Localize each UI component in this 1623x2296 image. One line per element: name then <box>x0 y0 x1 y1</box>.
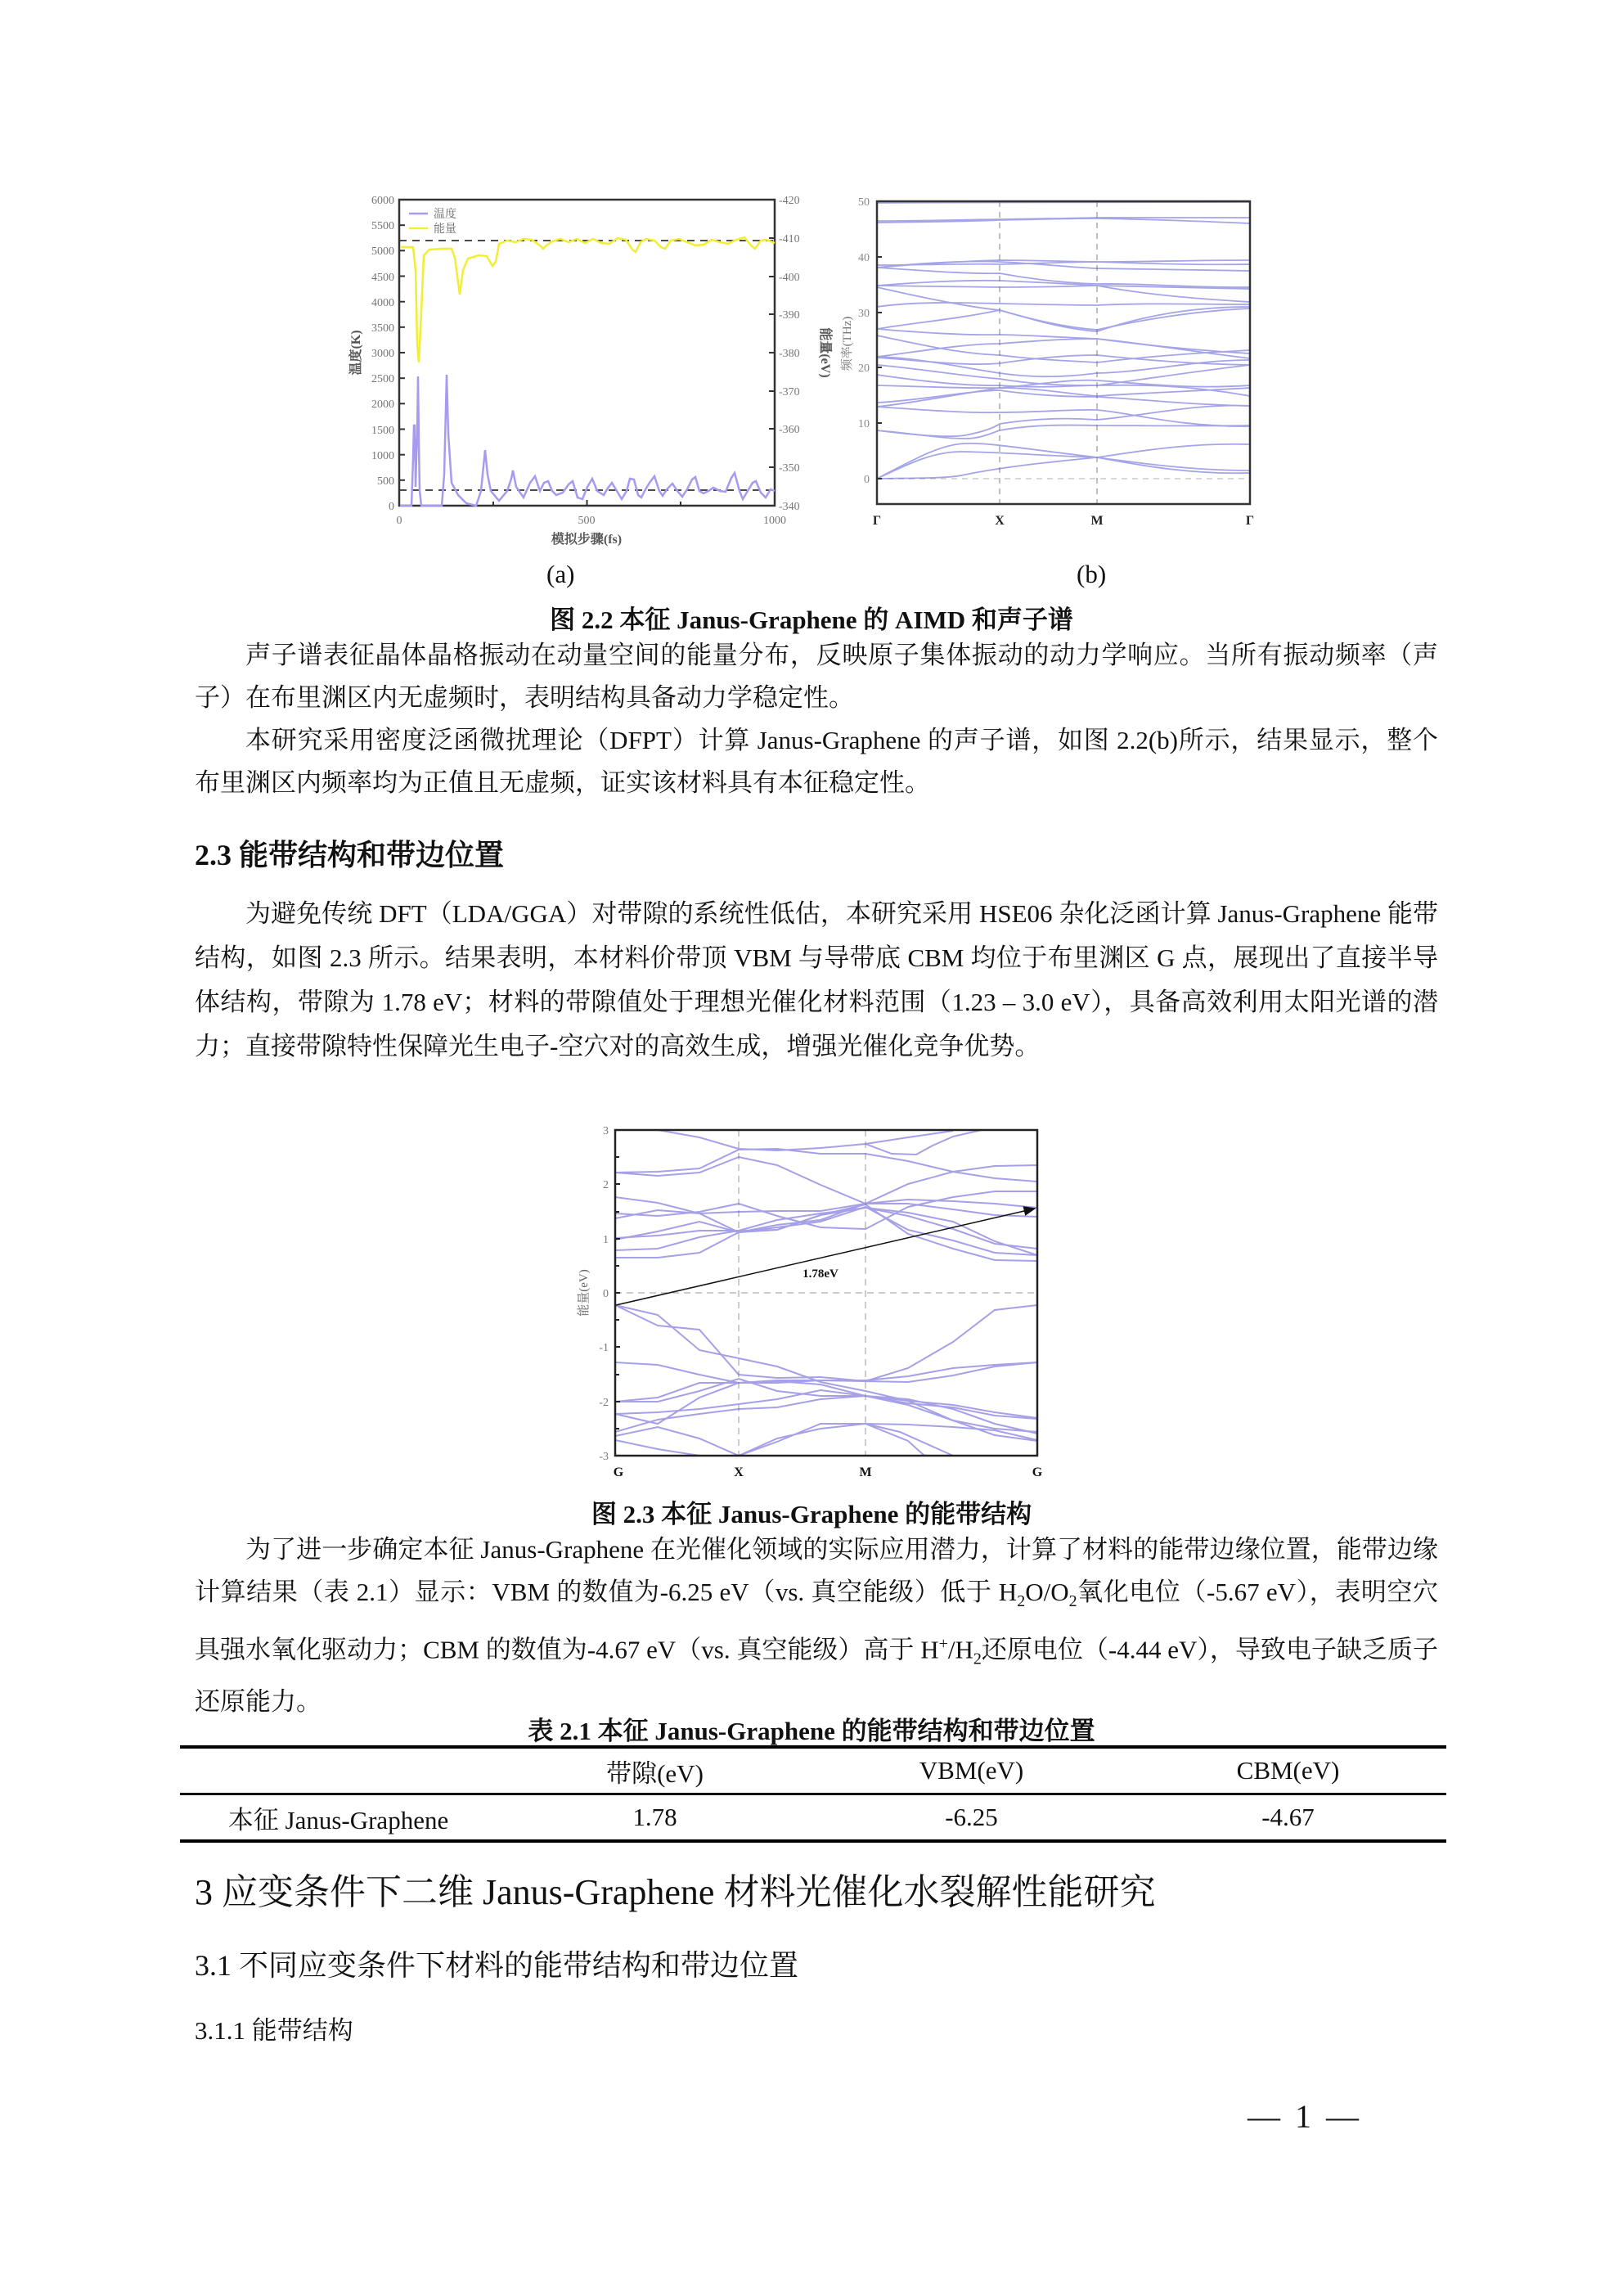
svg-text:温度(K): 温度(K) <box>349 330 363 376</box>
bandgap-arrow <box>616 1209 1035 1305</box>
section-3-1-heading: 3.1 不同应变条件下材料的能带结构和带边位置 <box>195 1949 799 1982</box>
svg-text:-370: -370 <box>779 386 800 398</box>
svg-text:-380: -380 <box>779 348 800 360</box>
svg-text:-390: -390 <box>779 309 800 322</box>
table-cell-cbm: -4.67 <box>1261 1803 1315 1831</box>
svg-text:-420: -420 <box>779 195 800 207</box>
paragraph-phonon-2: 本研究采用密度泛函微扰理论（DFPT）计算 Janus-Graphene 的声子谱，如图 2.2(b)所示，结果显示，整个布里渊区内频率均为正值且无虚频，证实该材料具有本征稳定性。 <box>195 726 1438 797</box>
svg-text:0: 0 <box>396 515 402 527</box>
svg-text:500: 500 <box>377 475 394 488</box>
svg-text:2500: 2500 <box>371 373 394 385</box>
paragraph-band-structure: 为避免传统 DFT（LDA/GGA）对带隙的系统性低估，本研究采用 HSE06 杂化泛函计算 Janus-Graphene 能带结构，如图 2.3 所示。结果表明，本材料价带顶 VBM 与导带底 CBM 均位于布里渊区 G 点，展现出了直接半导体结构，带隙为 1.78 eV；材料的带隙值处于理想光催化材料范围（1.23 – 3.0 eV），具备高效利用太阳光谱的潜力；直接带隙特性保障光生电子-空穴对的高效生成，增强光催化竞争优势。 <box>195 899 1438 1060</box>
chart-aimd <box>344 184 834 552</box>
subscript: 2 <box>973 1650 982 1668</box>
svg-text:0: 0 <box>389 501 394 513</box>
svg-text:1000: 1000 <box>371 450 394 462</box>
paragraph-phonon-1: 声子谱表征晶体晶格振动在动量空间的能量分布，反映原子集体振动的动力学响应。当所有振动频率（声子）在布里渊区内无虚频时，表明结构具备动力学稳定性。 <box>195 641 1438 712</box>
band-edge-text-2: O/O <box>1025 1578 1069 1606</box>
svg-text:1500: 1500 <box>371 425 394 437</box>
svg-text:Γ: Γ <box>872 514 882 528</box>
band-edge-text-3: 氧化电位（-5.67 eV），表明空穴具强水氧化驱动力；CBM 的数值为-4.67 eV（vs. 真空能级）高于 H <box>195 1578 1439 1664</box>
svg-text:-360: -360 <box>779 424 800 436</box>
svg-text:2: 2 <box>603 1179 609 1191</box>
band-edge-table <box>180 1745 1446 1843</box>
svg-text:3: 3 <box>603 1125 609 1137</box>
subscript: 2 <box>1068 1592 1077 1611</box>
svg-text:G: G <box>613 1465 624 1479</box>
svg-text:G: G <box>1032 1465 1043 1479</box>
svg-text:10: 10 <box>858 418 870 430</box>
table-cell-bandgap: 1.78 <box>632 1803 677 1831</box>
figure-2-2b-label: (b) <box>1077 560 1107 588</box>
chart-phonon-spectrum <box>834 184 1293 544</box>
svg-text:2000: 2000 <box>371 398 394 411</box>
svg-text:-350: -350 <box>779 462 800 475</box>
svg-text:1000: 1000 <box>763 515 786 527</box>
svg-text:6000: 6000 <box>371 195 394 207</box>
svg-text:能量(eV): 能量(eV) <box>578 1269 591 1317</box>
band-edge-text-4: /H <box>947 1635 973 1664</box>
svg-text:X: X <box>995 514 1005 528</box>
paragraph-band-edge <box>195 1528 1438 1723</box>
svg-text:-2: -2 <box>599 1397 609 1409</box>
chart-band-structure <box>556 1121 1080 1497</box>
table-row <box>180 1794 1446 1842</box>
table-cell-material: 本征 Janus-Graphene <box>227 1805 449 1835</box>
figure-2-2a-label: (a) <box>546 560 575 588</box>
figure-2-2-caption: 图 2.2 本征 Janus-Graphene 的 AIMD 和声子谱 <box>550 606 1073 634</box>
table-header-row <box>180 1747 1446 1794</box>
svg-text:30: 30 <box>858 308 870 320</box>
svg-text:20: 20 <box>858 362 870 375</box>
section-3-heading: 3 应变条件下二维 Janus-Graphene 材料光催化水裂解性能研究 <box>195 1872 1156 1912</box>
svg-text:50: 50 <box>858 196 870 209</box>
table-cell-vbm: -6.25 <box>945 1803 998 1831</box>
svg-text:1: 1 <box>603 1234 609 1246</box>
svg-text:5500: 5500 <box>371 220 394 232</box>
section-2-3-heading: 2.3 能带结构和带边位置 <box>195 839 505 871</box>
svg-text:能量: 能量 <box>434 223 456 236</box>
svg-text:4000: 4000 <box>371 297 394 309</box>
svg-text:能量(eV): 能量(eV) <box>818 327 832 378</box>
svg-text:M: M <box>1090 514 1104 528</box>
svg-text:4500: 4500 <box>371 272 394 284</box>
svg-text:40: 40 <box>858 252 870 264</box>
svg-text:3000: 3000 <box>371 348 394 360</box>
temperature-series <box>400 375 775 506</box>
bandgap-annotation: 1.78eV <box>803 1267 838 1281</box>
page-number: — 1 — <box>1248 2098 1362 2135</box>
band-edge-text-1: 为了进一步确定本征 Janus-Graphene 在光催化领域的实际应用潜力，计算了材料的能带边缘位置，能带边缘计算结果（表 2.1）显示：VBM 的数值为-6.25 eV（vs. 真空能级）低于 H <box>195 1535 1438 1606</box>
svg-text:频率(THz): 频率(THz) <box>841 316 854 371</box>
svg-text:3500: 3500 <box>371 322 394 335</box>
aimd-legend <box>409 207 456 236</box>
section-3-1-1-heading: 3.1.1 能带结构 <box>195 2016 353 2045</box>
table-header-vbm: VBM(eV) <box>919 1756 1024 1785</box>
table-header-bandgap: 带隙(eV) <box>606 1758 704 1788</box>
svg-text:-410: -410 <box>779 233 800 245</box>
svg-text:-1: -1 <box>599 1342 609 1354</box>
svg-text:Γ: Γ <box>1245 514 1255 528</box>
svg-text:模拟步骤(fs): 模拟步骤(fs) <box>551 533 623 547</box>
svg-text:0: 0 <box>864 474 870 486</box>
energy-series <box>400 237 775 362</box>
svg-text:500: 500 <box>578 515 596 527</box>
svg-text:M: M <box>859 1465 872 1479</box>
svg-text:0: 0 <box>603 1288 609 1300</box>
svg-text:X: X <box>734 1465 744 1479</box>
table-header-empty <box>180 1747 497 1794</box>
svg-text:温度: 温度 <box>434 209 456 221</box>
superscript: + <box>938 1635 948 1654</box>
svg-text:-3: -3 <box>599 1451 609 1463</box>
band-edge-text-5: 还原电位（-4.44 eV），导致电子缺乏质子还原能力。 <box>195 1635 1438 1716</box>
figure-2-3-caption: 图 2.3 本征 Janus-Graphene 的能带结构 <box>591 1500 1032 1528</box>
svg-text:-400: -400 <box>779 272 800 284</box>
svg-text:5000: 5000 <box>371 245 394 258</box>
table-header-cbm: CBM(eV) <box>1236 1756 1340 1785</box>
svg-text:-340: -340 <box>779 501 800 513</box>
table-2-1-caption: 表 2.1 本征 Janus-Graphene 的能带结构和带边位置 <box>528 1717 1095 1745</box>
subscript: 2 <box>1017 1592 1026 1611</box>
